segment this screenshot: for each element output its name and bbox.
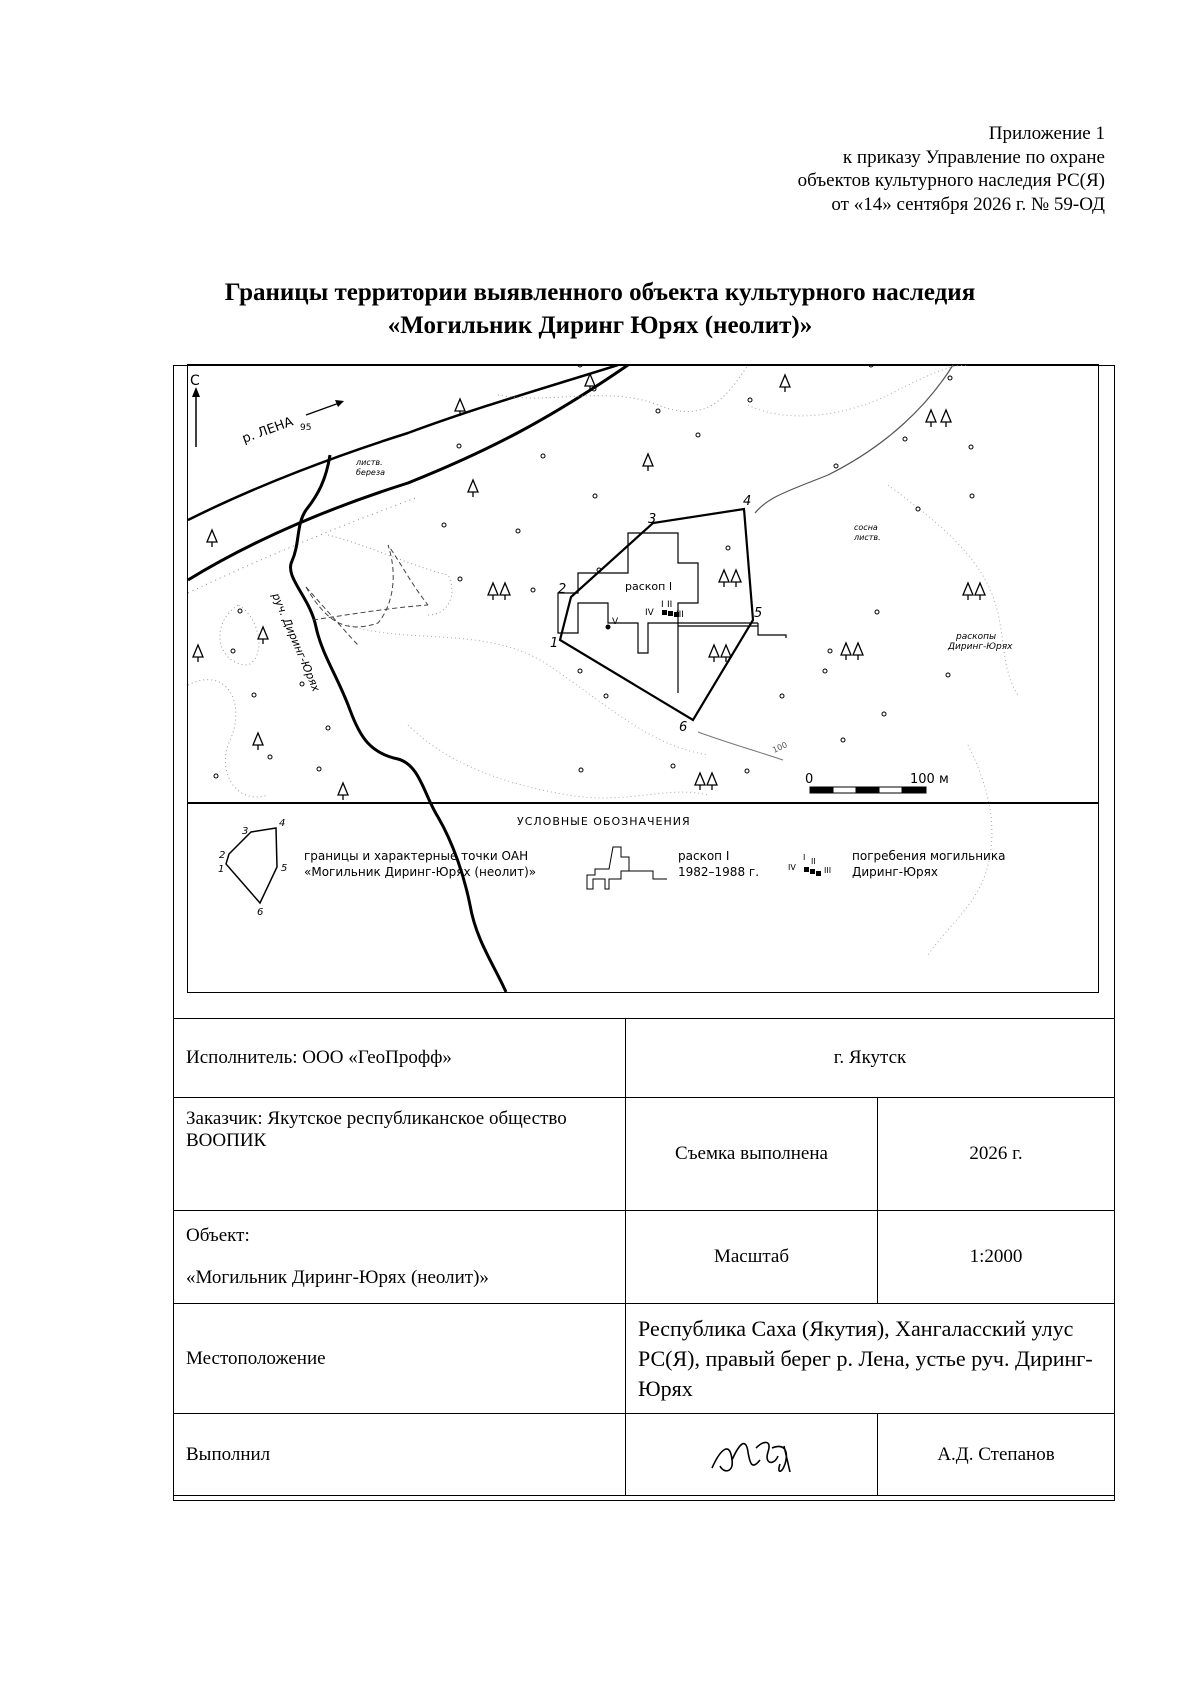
trench-line <box>678 623 786 638</box>
scale-zero: 0 <box>805 772 814 787</box>
legend-burial-text-1: погребения могильника <box>852 849 1006 863</box>
river-lena-label: р. ЛЕНА <box>240 414 296 447</box>
annex-line-3: объектов культурного наследия РС(Я) <box>797 170 1105 191</box>
stream-line <box>290 455 506 992</box>
legend-boundary-text-2: «Могильник Диринг-Юрях (неолит)» <box>304 865 537 879</box>
sites-label-1: раскопы <box>956 632 997 642</box>
legend-excavation-icon <box>587 847 667 889</box>
survey-year-cell: 2026 г. <box>878 1098 1115 1211</box>
point-2: 2 <box>558 582 567 597</box>
scale-label-cell: Масштаб <box>626 1211 878 1304</box>
burial-label-v: V <box>612 617 619 627</box>
scale-value-cell: 1:2000 <box>878 1211 1115 1304</box>
site-map <box>187 364 1099 993</box>
dashed-path <box>306 545 428 627</box>
signature-cell <box>626 1414 878 1496</box>
elevation-100: 100 <box>771 740 789 755</box>
executor-cell: Исполнитель: ООО «ГеоПрофф» <box>174 1019 626 1098</box>
excavation-label: раскоп I <box>625 580 673 593</box>
forest-label-2: береза <box>356 468 386 477</box>
point-3: 3 <box>648 512 657 527</box>
forest-label-1: листв. <box>356 458 383 467</box>
legend-burial-iii: III <box>824 866 832 875</box>
row-customer <box>174 1098 1115 1211</box>
scale-label: 100 м <box>910 772 949 787</box>
site-boundary <box>560 509 753 720</box>
terrain-contour <box>328 535 452 615</box>
legend-excavation-text-2: 1982–1988 г. <box>678 865 760 879</box>
legend-point-6: 6 <box>257 907 264 918</box>
legend-boundary-text-1: границы и характерные точки ОАН <box>304 849 529 863</box>
legend-burial-icon <box>804 867 821 876</box>
sites-label-2: Диринг-Юрях <box>948 642 1013 652</box>
row-executor <box>174 1019 1115 1098</box>
object-label: Объект: <box>186 1225 250 1246</box>
excavation-outline <box>558 533 698 653</box>
forest-label-4: листв. <box>854 533 881 542</box>
legend-heading: УСЛОВНЫЕ ОБОЗНАЧЕНИЯ <box>517 815 691 828</box>
legend-point-3: 3 <box>242 826 249 837</box>
forest-label-3: сосна <box>854 523 878 532</box>
point-1: 1 <box>550 636 559 651</box>
legend-burial-i: I <box>803 853 806 862</box>
elevation-95: 95 <box>300 423 312 433</box>
performed-label-cell: Выполнил <box>174 1414 626 1496</box>
legend-burial-text-2: Диринг-Юрях <box>852 865 938 879</box>
flow-arrow <box>306 402 342 415</box>
signature-image <box>702 1430 802 1480</box>
north-label: С <box>190 373 200 389</box>
legend-boundary-icon <box>226 828 277 903</box>
burial-label-ii: II <box>667 600 673 610</box>
legend-point-2: 2 <box>219 850 226 861</box>
survey-label-cell: Съемка выполнена <box>626 1098 878 1211</box>
annex-block <box>798 122 1105 216</box>
terrain-contour <box>220 605 259 665</box>
tree-symbols <box>193 374 985 800</box>
point-6: 6 <box>679 720 688 735</box>
document-title <box>0 276 1200 342</box>
dashed-path <box>313 605 428 620</box>
burial-label-iii: III <box>676 610 684 620</box>
burial-label-i: I <box>661 600 664 610</box>
title-line-1: Границы территории выявленного объекта культурного наследия <box>224 279 976 306</box>
terrain-contour <box>408 725 708 798</box>
customer-cell: Заказчик: Якутское республиканское общество ВООПИК <box>174 1098 626 1211</box>
point-5: 5 <box>754 606 763 621</box>
legend-excavation-text-1: раскоп I <box>678 849 730 863</box>
row-performed <box>174 1414 1115 1496</box>
terrain-contour <box>888 485 1018 695</box>
row-object <box>174 1211 1115 1304</box>
annex-line-1: Приложение 1 <box>988 123 1105 144</box>
river-dots <box>188 497 418 593</box>
point-4: 4 <box>743 494 752 509</box>
performer-cell: А.Д. Степанов <box>878 1414 1115 1496</box>
terrain-contour <box>498 365 748 411</box>
legend-burial-iv: IV <box>788 863 796 872</box>
object-name: «Могильник Диринг-Юрях (неолит)» <box>186 1267 489 1288</box>
scale-bar <box>810 787 926 793</box>
legend-point-4: 4 <box>279 818 286 829</box>
location-label-cell: Местоположение <box>174 1304 626 1414</box>
stream-label: руч. Диринг-Юрях <box>269 591 323 694</box>
title-line-2: «Могильник Диринг Юрях (неолит)» <box>387 312 813 339</box>
burial-label-iv: IV <box>645 608 654 618</box>
object-cell <box>174 1211 626 1304</box>
terrain-contour <box>348 625 708 755</box>
city-cell: г. Якутск <box>626 1019 1115 1098</box>
annex-line-2: к приказу Управление по охране <box>842 146 1105 168</box>
row-location <box>174 1304 1115 1414</box>
info-table <box>173 1018 1115 1496</box>
legend-point-1: 1 <box>218 864 225 875</box>
terrain-symbols <box>214 365 974 778</box>
legend-point-5: 5 <box>281 863 288 874</box>
legend-burial-ii: II <box>811 857 816 866</box>
location-value-cell: Республика Саха (Якутия), Хангаласский улус РС(Я), правый берег р. Лена, устье руч. Диринг-Юрях <box>626 1304 1115 1414</box>
annex-line-4: от «14» сентября 2026 г. № 59-ОД <box>831 193 1105 215</box>
